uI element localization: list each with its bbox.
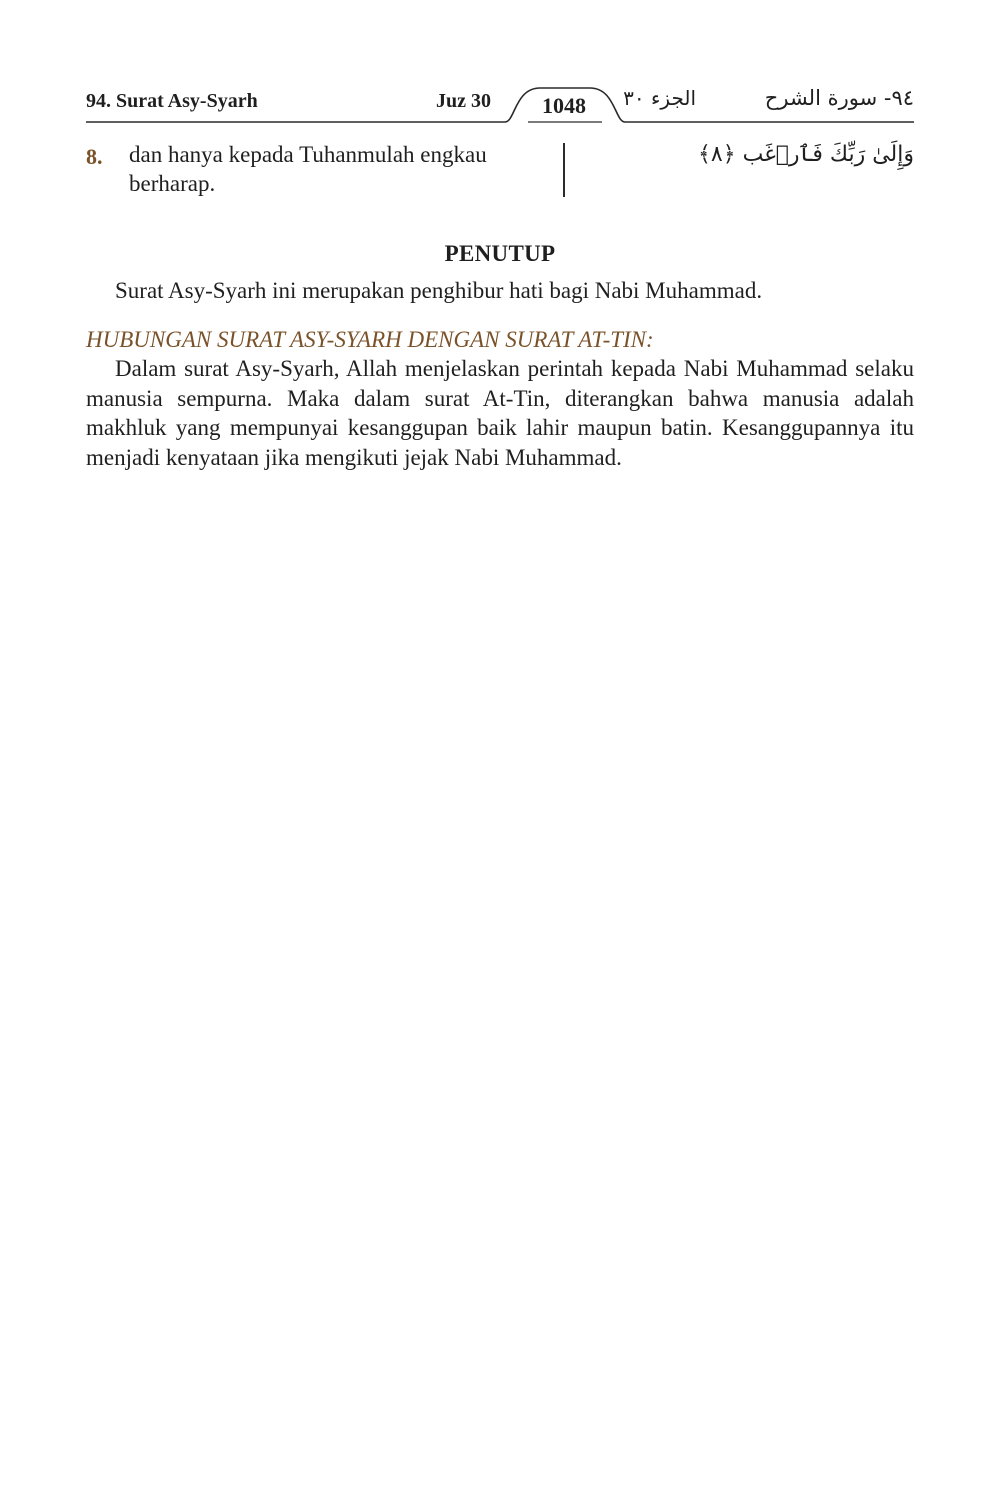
verse-number: 8. bbox=[86, 144, 103, 169]
header-juz: Juz 30 bbox=[436, 90, 491, 112]
header-surah-name: 94. Surat Asy-Syarh bbox=[86, 90, 258, 112]
penutup-heading: PENUTUP bbox=[444, 241, 556, 266]
hubungan-paragraph: Dalam surat Asy-Syarh, Allah menjelaskan perintah kepada Nabi Muhammad selaku manusia sempurna. Maka dalam surat At-Tin, diterangkan bahwa manusia adalah makhluk yang mempunyai kesanggupan baik lahir maupun batin. Kesanggupannya itu menjadi kenyataan jika mengikuti jejak Nabi Muhammad. bbox=[86, 356, 914, 470]
page-number: 1048 bbox=[542, 93, 586, 118]
verse-arabic-text: وَإِلَىٰ رَبِّكَ فَٱرۡغَب ﴿٨﴾ bbox=[698, 142, 914, 167]
hubungan-heading: HUBUNGAN SURAT ASY-SYARH DENGAN SURAT AT-TIN: bbox=[86, 327, 654, 352]
page-header bbox=[0, 0, 1000, 130]
column-divider bbox=[563, 143, 565, 197]
penutup-paragraph: Surat Asy-Syarh ini merupakan penghibur hati bagi Nabi Muhammad. bbox=[115, 278, 763, 303]
verse-translation: dan hanya kepada Tuhanmulah engkau berharap. bbox=[129, 142, 487, 196]
header-surah-arabic: ٩٤- سورة الشرح bbox=[764, 86, 914, 110]
header-juz-arabic: الجزء ٣٠ bbox=[623, 86, 696, 110]
